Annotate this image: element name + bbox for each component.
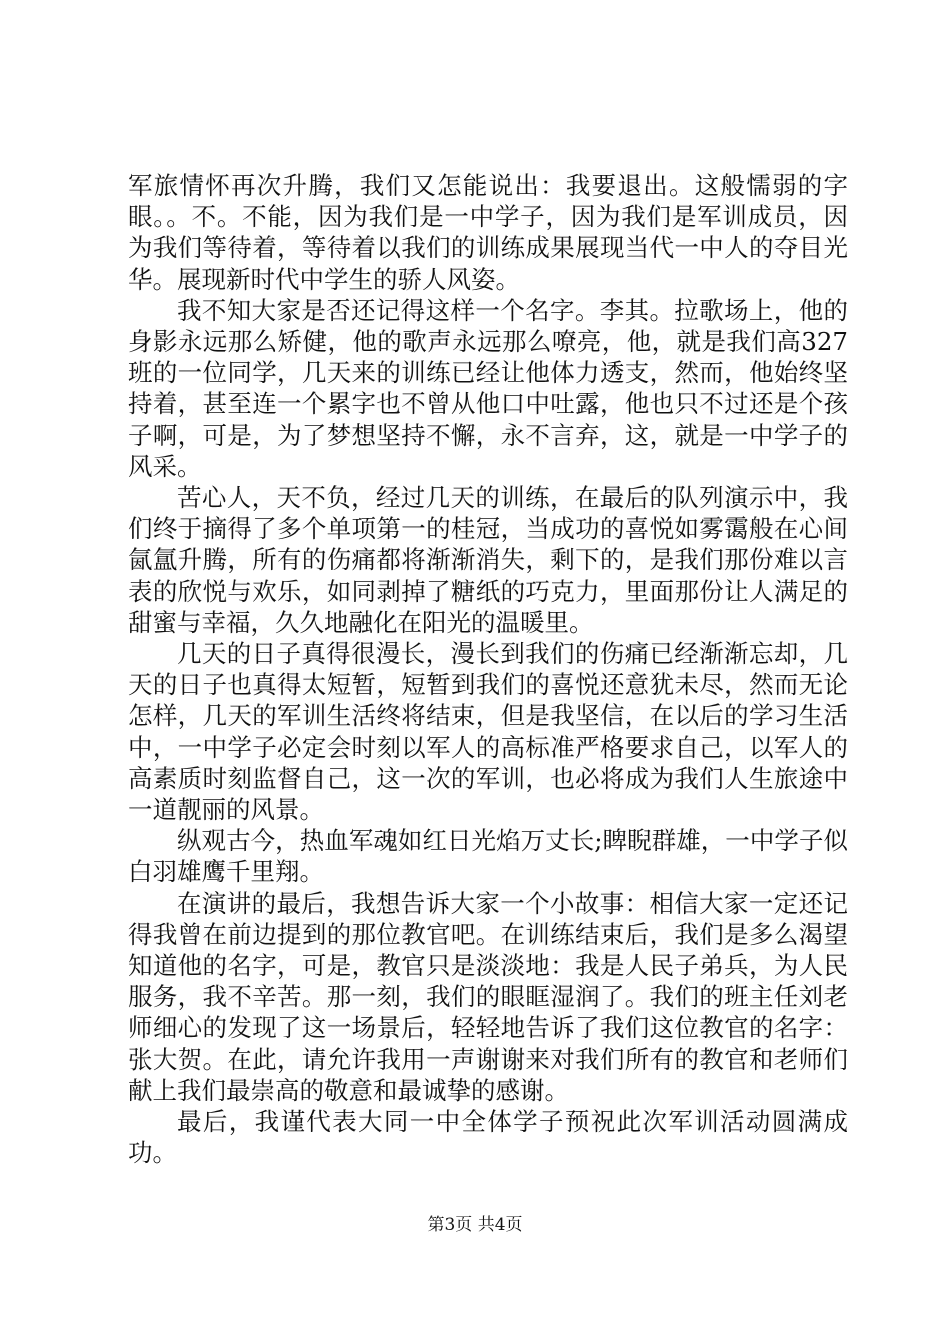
page-footer: 第3页 共4页 <box>427 1215 523 1235</box>
paragraph-5: 纵观古今，热血军魂如红日光焰万丈长;睥睨群雄，一中学子似白羽雄鹰千里翔。 <box>128 826 848 887</box>
paragraph-3: 苦心人，天不负，经过几天的训练，在最后的队列演示中，我们终于摘得了多个单项第一的桂冠，当成功的喜悦如雾霭般在心间氤氲升腾，所有的伤痛都将渐渐消失，剩下的，是我们那份难以言表的欣悦与欢乐，如同剥掉了糖纸的巧克力，里面那份让人满足的甜蜜与幸福，久久地融化在阳光的温暖里。 <box>128 483 848 637</box>
paragraph-1: 军旅情怀再次升腾，我们又怎能说出：我要退出。这般懦弱的字眼。。不。不能，因为我们是一中学子，因为我们是军训成员，因为我们等待着，等待着以我们的训练成果展现当代一中人的夺目光华。展现新时代中学生的骄人风姿。 <box>128 171 848 294</box>
paragraph-2: 我不知大家是否还记得这样一个名字。李其。拉歌场上，他的身影永远那么矫健，他的歌声永远那么嘹亮，他，就是我们高327班的一位同学，几天来的训练已经让他体力透支，然而，他始终坚持着，甚至连一个累字也不曾从他口中吐露，他也只不过还是个孩子啊，可是，为了梦想坚持不懈，永不言弃，这，就是一中学子的风采。 <box>128 295 848 481</box>
paragraph-4: 几天的日子真得很漫长，漫长到我们的伤痛已经渐渐忘却，几天的日子也真得太短暂，短暂到我们的喜悦还意犹未尽，然而无论怎样，几天的军训生活终将结束，但是我坚信，在以后的学习生活中，一中学子必定会时刻以军人的高标准严格要求自己，以军人的高素质时刻监督自己，这一次的军训，也必将成为我们人生旅途中一道靓丽的风景。 <box>128 639 848 825</box>
paragraph-7: 最后，我谨代表大同一中全体学子预祝此次军训活动圆满成功。 <box>128 1107 848 1168</box>
document-body <box>128 170 848 1169</box>
paragraph-6: 在演讲的最后，我想告诉大家一个小故事：相信大家一定还记得我曾在前边提到的那位教官吧。在训练结束后，我们是多么渴望知道他的名字，可是，教官只是淡淡地：我是人民子弟兵，为人民服务，我不辛苦。那一刻，我们的眼眶湿润了。我们的班主任刘老师细心的发现了这一场景后，轻轻地告诉了我们这位教官的名字：张大贺。在此，请允许我用一声谢谢来对我们所有的教官和老师们献上我们最崇高的敬意和最诚挚的感谢。 <box>128 888 848 1105</box>
